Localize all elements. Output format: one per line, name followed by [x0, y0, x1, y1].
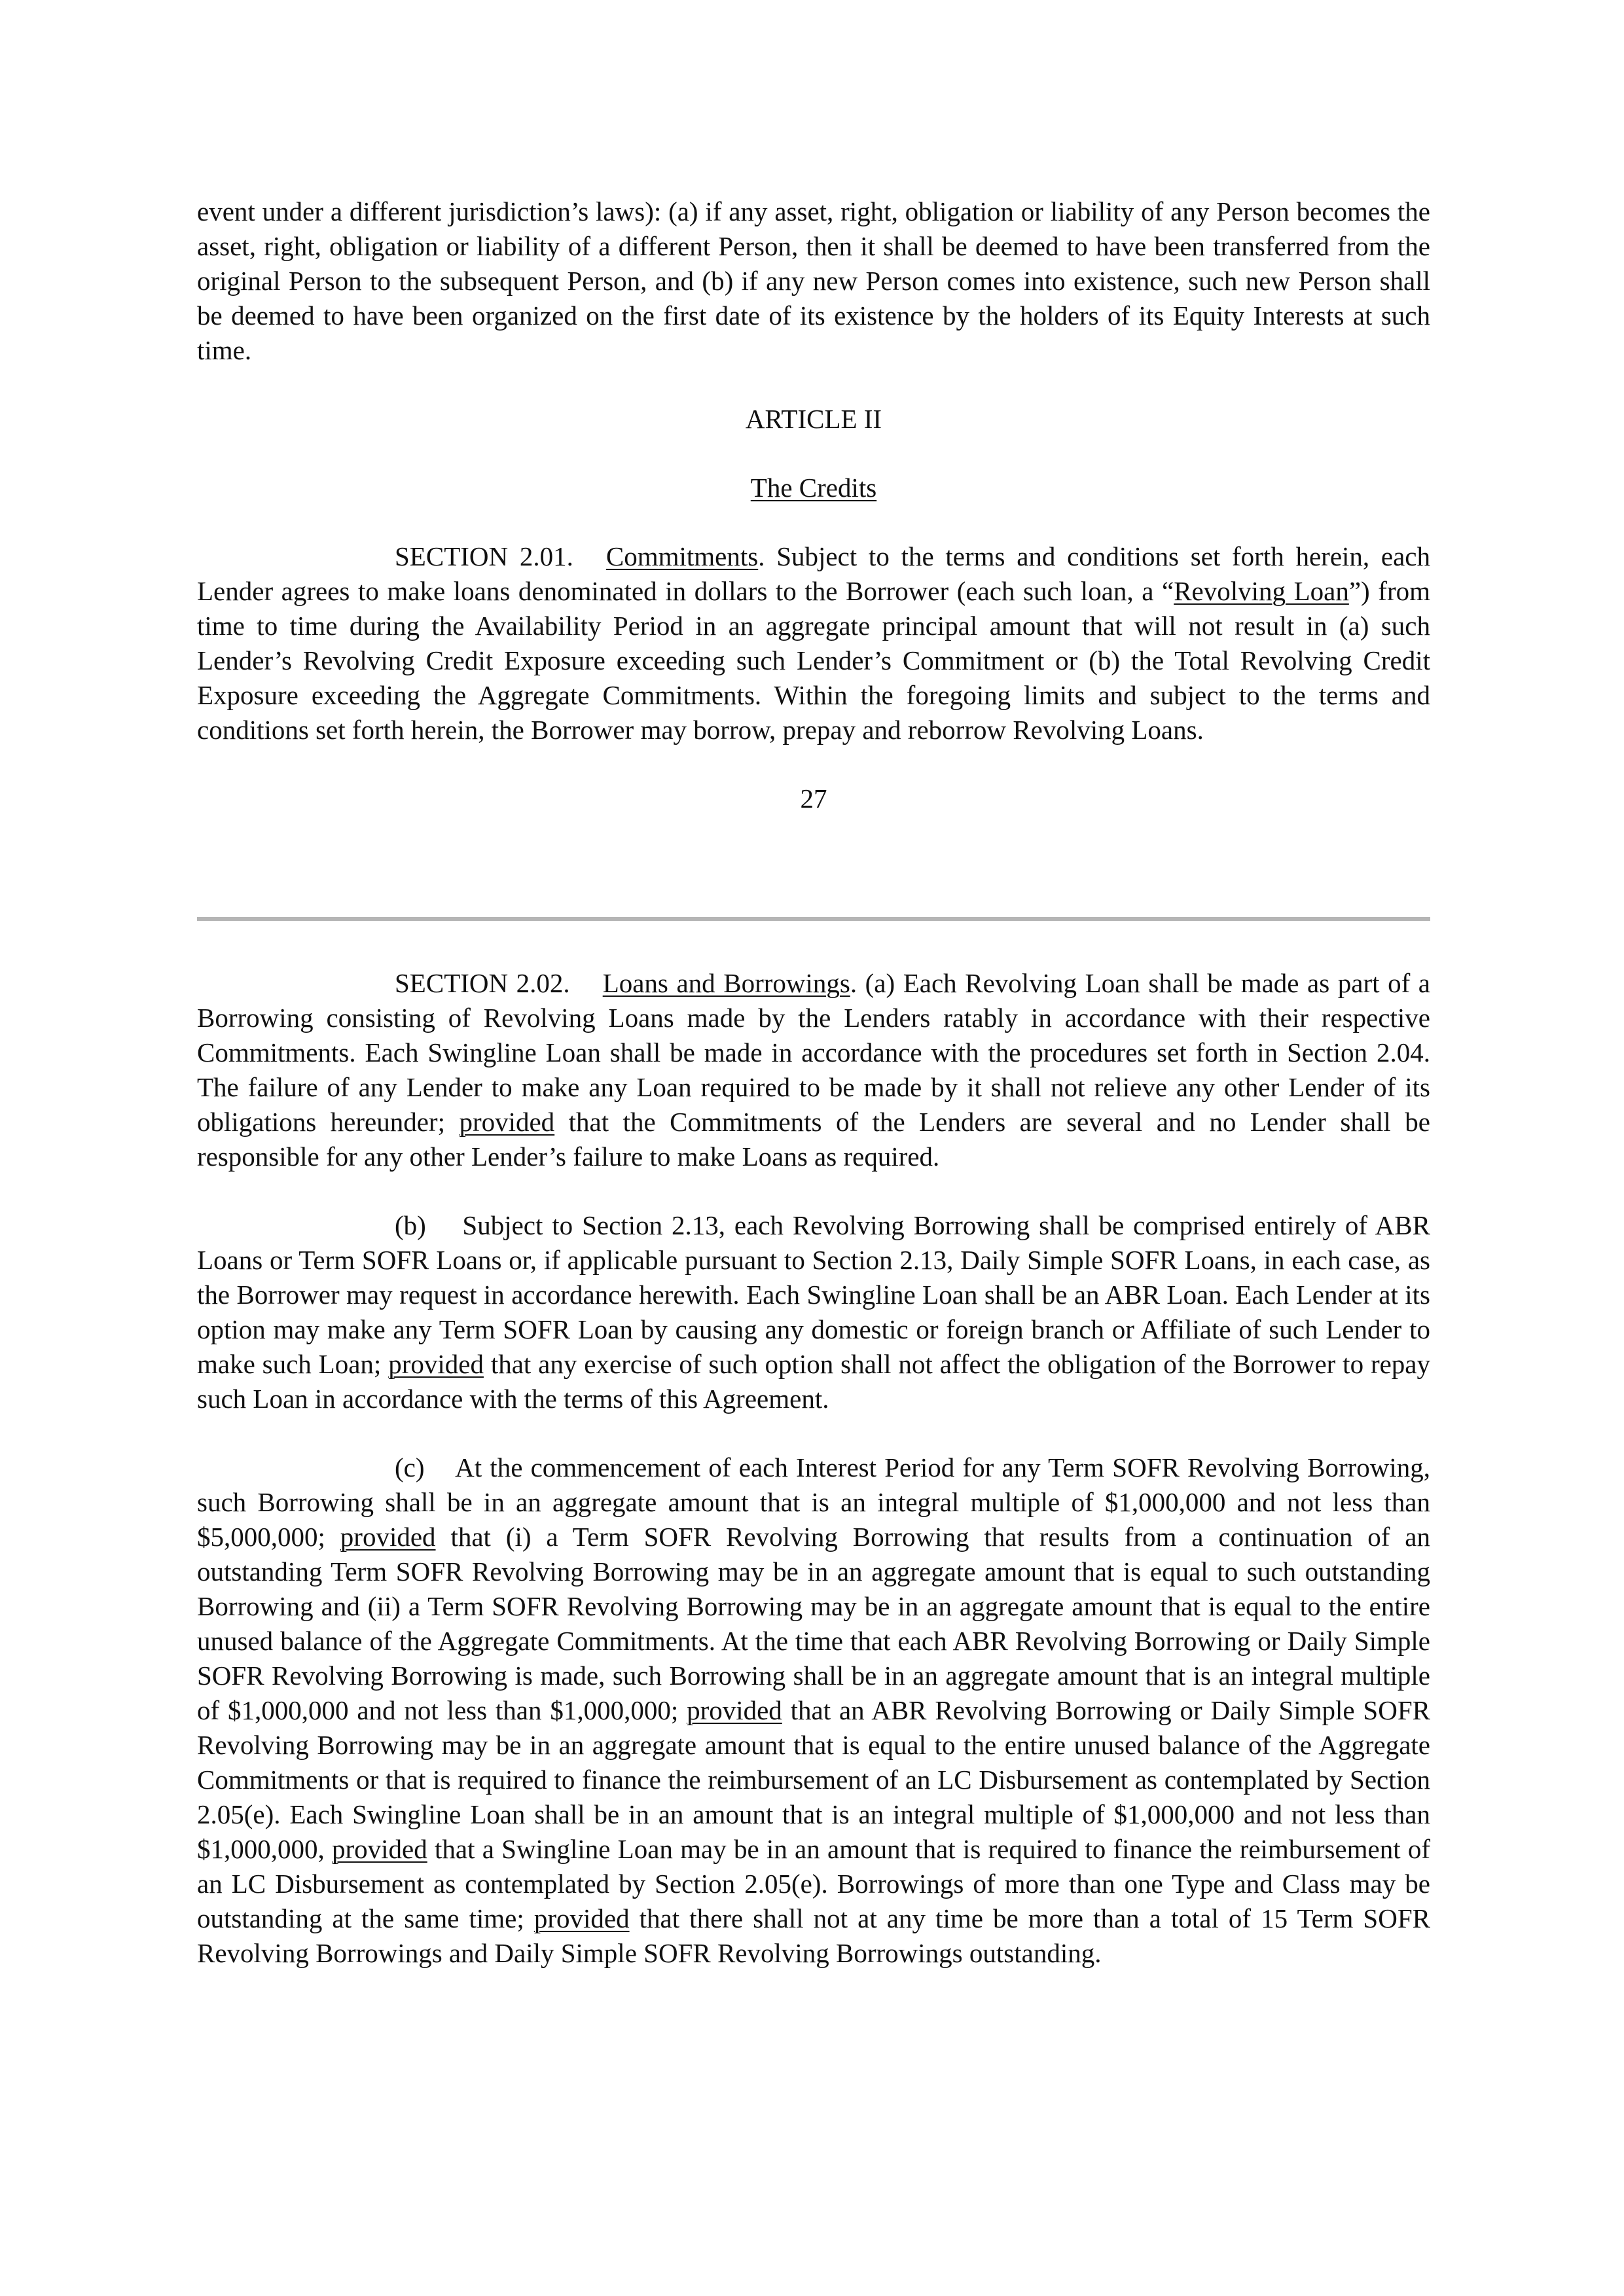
section-2-02-para-c-3: that an ABR Revolving Borrowing or Daily Simple SOFR Revolving Borrowing may be in an aggregate amount that is equal to the entire unused balance of the Aggregate Commitments or that is required to finance the reimbursement of an LC Disbursement as contemplated by Section 2.05(e). Each Swingline Loan shall be in an amount that is an integral multiple of $1,000,000 and not less than $1,000,000,	[197, 1695, 1430, 1864]
page-break-rule	[197, 917, 1430, 921]
section-2-01-number: SECTION 2.01.	[395, 541, 573, 571]
section-2-02-title: Loans and Borrowings	[602, 968, 850, 998]
section-2-02-para-a-1: . (a) Each Revolving Loan shall be made as part of a Borrowing consisting of Revolving Loans made by the Lenders ratably in accordance with their respective Commitments. Each Swingline Loan shall be made in accordance with the procedures set forth in Section 2.04. The failure of any Lender to make any Loan required to be made by it shall not relieve any other Lender of its obligations hereunder;	[197, 968, 1430, 1137]
defined-term-revolving-loan: Revolving Loan	[1174, 576, 1349, 606]
section-2-02-paragraph-b	[197, 1208, 1437, 1416]
section-2-02-para-b-2: that any exercise of such option shall not affect the obligation of the Borrower to repay such Loan in accordance with the terms of this Agreement.	[197, 1349, 1430, 1414]
provided-term: provided	[332, 1834, 427, 1864]
section-2-02-para-a-2: that the Commitments of the Lenders are several and no Lender shall be responsible for any other Lender’s failure to make Loans as required.	[197, 1107, 1430, 1172]
article-title	[197, 471, 1430, 505]
article-heading: ARTICLE II	[745, 404, 882, 434]
section-2-02-para-c-5: that there shall not at any time be more than a total of 15 Term SOFR Revolving Borrowings and Daily Simple SOFR Revolving Borrowings outstanding.	[197, 1903, 1430, 1968]
provided-term: provided	[533, 1903, 630, 1933]
section-2-02-paragraph-c	[197, 1450, 1437, 1971]
section-2-02-para-c-4: that a Swingline Loan may be in an amount that is required to finance the reimbursement of an LC Disbursement as contemplated by Section 2.05(e). Borrowings of more than one Type and Class may be outstanding at the same time;	[197, 1834, 1431, 1933]
section-2-02-para-b-1: (b) Subject to Section 2.13, each Revolving Borrowing shall be comprised entirely of ABR Loans or Term SOFR Loans or, if applicable pursuant to Section 2.13, Daily Simple SOFR Loans, in each case, as the Borrower may request in accordance herewith. Each Swingline Loan shall be an ABR Loan. Each Lender at its option may make any Term SOFR Loan by causing any domestic or foreign branch or Affiliate of such Lender to make such Loan;	[197, 1210, 1437, 1379]
section-2-02-number: SECTION 2.02.	[395, 968, 570, 998]
provided-term: provided	[459, 1107, 555, 1137]
section-2-02-para-c-1: (c) At the commencement of each Interest Period for any Term SOFR Revolving Borrowing, such Borrowing shall be in an aggregate amount that is an integral multiple of $1,000,000 and not less than $5,000,000;	[197, 1452, 1437, 1552]
section-2-02-paragraph-a	[197, 966, 1430, 1174]
section-2-01-text-2: ”) from time to time during the Availability Period in an aggregate principal amount that will not result in (a) such Lender’s Revolving Credit Exposure exceeding such Lender’s Commitment or (b) the Total Revolving Credit Exposure exceeding the Aggregate Commitments. Within the foregoing limits and subject to the terms and conditions set forth herein, the Borrower may borrow, prepay and reborrow Revolving Loans.	[197, 576, 1430, 745]
section-2-01-text-1: . Subject to the terms and conditions set forth herein, each Lender agrees to make loans denominated in dollars to the Borrower (each such loan, a “	[197, 541, 1430, 606]
page-top-content	[197, 194, 1430, 816]
section-2-01-title: Commitments	[605, 541, 759, 571]
intro-paragraph: event under a different jurisdiction’s laws): (a) if any asset, right, obligation or liability of any Person becomes the asset, right, obligation or liability of a different Person, then it shall be deemed to have been transferred from the original Person to the subsequent Person, and (b) if any new Person comes into existence, such new Person shall be deemed to have been organized on the first date of its existence by the holders of its Equity Interests at such time.	[197, 196, 1430, 365]
provided-term: provided	[340, 1522, 436, 1552]
provided-term: provided	[388, 1349, 484, 1379]
section-2-02-para-c-2: that (i) a Term SOFR Revolving Borrowing that results from a continuation of an outstanding Term SOFR Revolving Borrowing may be in an aggregate amount that is equal to such outstanding Borrowing and (ii) a Term SOFR Revolving Borrowing may be in an aggregate amount that is equal to the entire unused balance of the Aggregate Commitments. At the time that each ABR Revolving Borrowing or Daily Simple SOFR Revolving Borrowing is made, such Borrowing shall be in an aggregate amount that is an integral multiple of $1,000,000 and not less than $1,000,000;	[197, 1522, 1430, 1725]
section-2-01-paragraph	[197, 539, 1430, 747]
provided-term: provided	[687, 1695, 782, 1725]
article-title-text: The Credits	[750, 473, 877, 503]
page-number: 27	[800, 783, 827, 814]
page-bottom-content	[197, 966, 1437, 1971]
